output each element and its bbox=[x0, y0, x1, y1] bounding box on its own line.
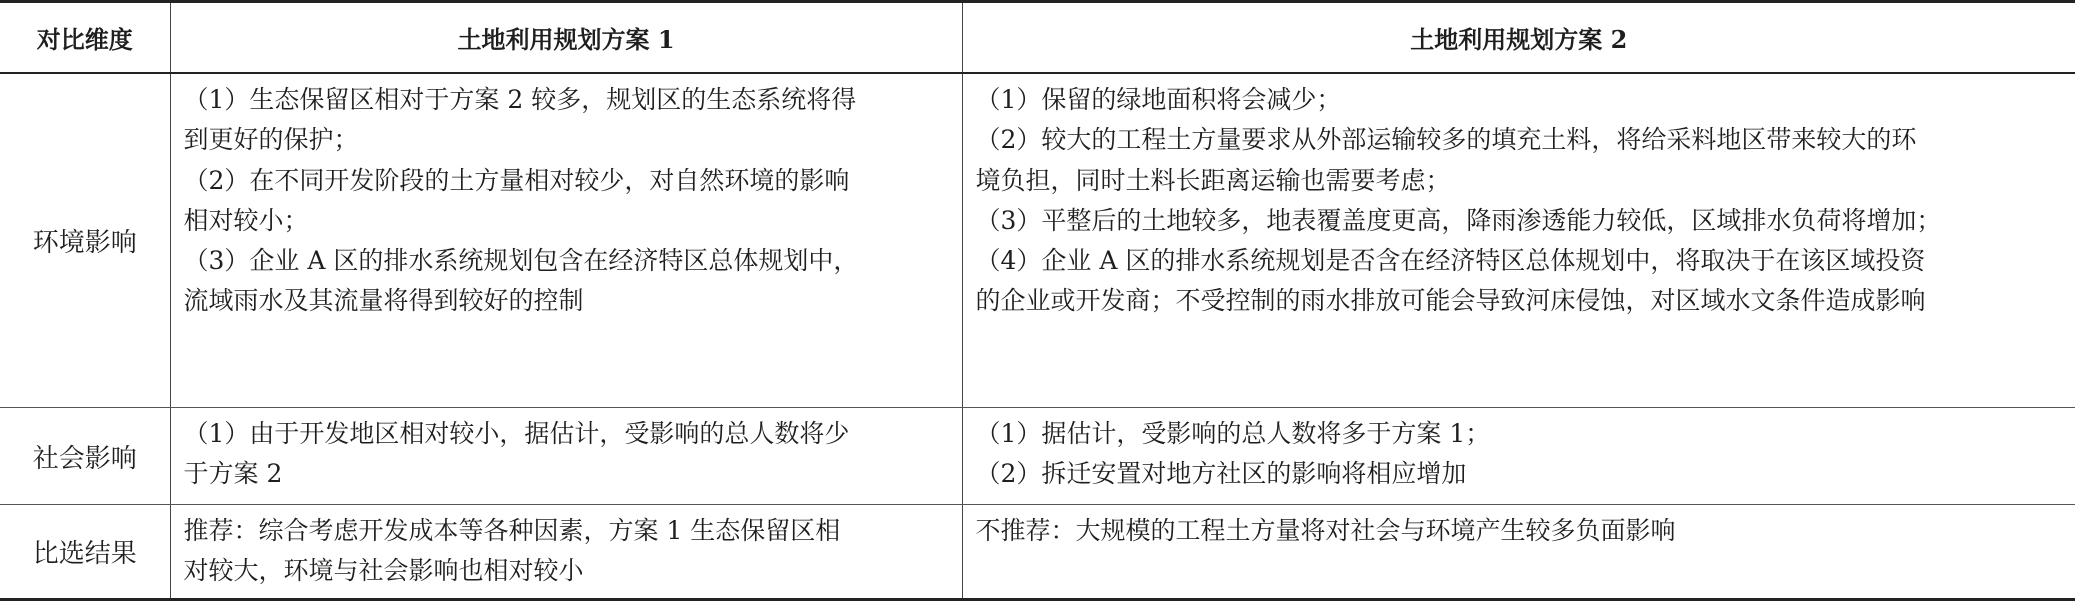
row-dimension-label: 环境影响 bbox=[0, 73, 170, 408]
row-dimension-label: 社会影响 bbox=[0, 408, 170, 505]
cell-text-line: （2）较大的工程土方量要求从外部运输较多的填充土料，将给采料地区带来较大的环 bbox=[975, 125, 1917, 155]
cell-text-line: 对较大，环境与社会影响也相对较小 bbox=[183, 556, 584, 586]
cell-text-line: 流域雨水及其流量将得到较好的控制 bbox=[183, 286, 584, 316]
cell-text-line: 于方案 2 bbox=[183, 459, 283, 489]
row-dimension-label: 比选结果 bbox=[0, 505, 170, 600]
cell-text-line: （3）平整后的土地较多，地表覆盖度更高，降雨渗透能力较低，区域排水负荷将增加； bbox=[975, 205, 1942, 235]
cell-text-line: （1）由于开发地区相对较小，据估计，受影响的总人数将少 bbox=[183, 419, 850, 448]
cell-text-line: 境负担，同时土料长距离运输也需要考虑； bbox=[975, 165, 1451, 195]
table-header-row bbox=[0, 2, 2075, 74]
header-plan-1: 土地利用规划方案 1 bbox=[170, 2, 962, 74]
plan-2-cell bbox=[962, 73, 2075, 408]
table-row bbox=[0, 505, 2075, 600]
cell-text-line: （1）生态保留区相对于方案 2 较多，规划区的生态系统将得 bbox=[183, 85, 857, 114]
plan-1-cell bbox=[170, 73, 962, 408]
plan-1-cell bbox=[170, 505, 962, 600]
plan-2-cell bbox=[962, 408, 2075, 505]
plan-2-cell bbox=[962, 505, 2075, 600]
cell-text-line: 不推荐：大规模的工程土方量将对社会与环境产生较多负面影响 bbox=[975, 516, 1676, 545]
cell-text-line: （2）在不同开发阶段的土方量相对较少，对自然环境的影响 bbox=[183, 165, 850, 195]
cell-text-line: 推荐：综合考虑开发成本等各种因素，方案 1 生态保留区相 bbox=[183, 516, 841, 545]
cell-text-line: （1）据估计，受影响的总人数将多于方案 1； bbox=[975, 419, 1491, 448]
table-row bbox=[0, 73, 2075, 408]
cell-text-line: 到更好的保护； bbox=[183, 125, 359, 155]
cell-text-line: （1）保留的绿地面积将会减少； bbox=[975, 85, 1342, 114]
cell-text-line: 相对较小； bbox=[183, 205, 309, 235]
header-plan-2: 土地利用规划方案 2 bbox=[962, 2, 2075, 74]
cell-text-line: （4）企业 A 区的排水系统规划是否含在经济特区总体规划中，将取决于在该区域投资 bbox=[975, 246, 1926, 276]
cell-text-line: 的企业或开发商；不受控制的雨水排放可能会导致河床侵蚀，对区域水文条件造成影响 bbox=[975, 286, 1926, 316]
cell-text-line: （3）企业 A 区的排水系统规划包含在经济特区总体规划中， bbox=[183, 246, 859, 276]
header-dimension: 对比维度 bbox=[0, 2, 170, 74]
cell-text-line: （2）拆迁安置对地方社区的影响将相应增加 bbox=[975, 459, 1467, 489]
table-row bbox=[0, 408, 2075, 505]
plan-1-cell bbox=[170, 408, 962, 505]
